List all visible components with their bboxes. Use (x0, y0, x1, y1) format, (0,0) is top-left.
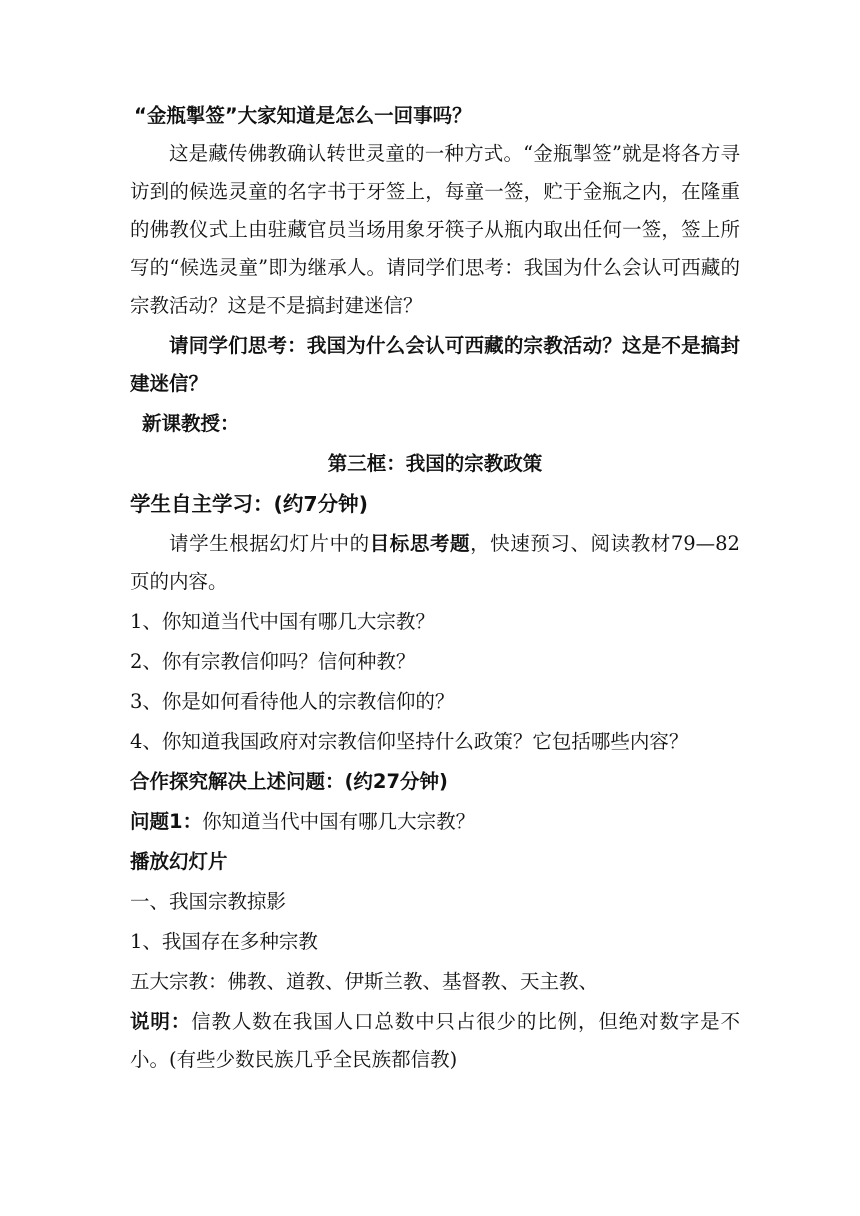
study-post-text: ，快速预习、阅读教材79—82页的内容。 (130, 532, 740, 593)
document-body (130, 97, 740, 1079)
note-paragraph (130, 1003, 740, 1079)
note-label: 说明： (130, 1010, 192, 1033)
question-item: 3、你是如何看待他人的宗教信仰的？ (130, 690, 455, 713)
self-study-heading: 学生自主学习：(约7分钟) (130, 492, 369, 516)
section-heading-1: 一、我国宗教掠影 (130, 890, 287, 913)
question-item: 1、你知道当代中国有哪几大宗教？ (130, 610, 435, 633)
problem-1-text: 你知道当代中国有哪几大宗教？ (202, 810, 476, 833)
coop-heading: 合作探究解决上述问题：(约27分钟) (130, 770, 448, 793)
five-religions: 五大宗教：佛教、道教、伊斯兰教、基督教、天主教、 (130, 970, 599, 993)
question-title: “金瓶掣签”大家知道是怎么一回事吗？ (134, 104, 472, 127)
note-text: 信教人数在我国人口总数中只占很少的比例，但绝对数字是不小。(有些少数民族几乎全民族都信教) (130, 1010, 740, 1071)
new-lesson-heading: 新课教授： (142, 412, 240, 435)
point-1: 1、我国存在多种宗教 (130, 930, 318, 953)
think-paragraph: 请同学们思考：我国为什么会认可西藏的宗教活动？这是不是搞封建迷信？ (130, 334, 740, 395)
study-bold-text: 目标思考题 (369, 532, 471, 555)
question-item: 2、你有宗教信仰吗？信何种教？ (130, 650, 416, 673)
problem-1-label: 问题1： (130, 810, 203, 833)
question-item: 4、你知道我国政府对宗教信仰坚持什么政策？它包括哪些内容？ (130, 730, 689, 753)
study-instructions (130, 525, 740, 601)
study-pre-text: 请学生根据幻灯片中的 (169, 532, 370, 555)
intro-paragraph: 这是藏传佛教确认转世灵童的一种方式。“金瓶掣签”就是将各方寻访到的候选灵童的名字书于牙签上，每童一签，贮于金瓶之内，在隆重的佛教仪式上由驻藏官员当场用象牙筷子从瓶内取出任何一签，签上所写的“候选灵童”即为继承人。请同学们思考：我国为什么会认可西藏的宗教活动？这是不是搞封建迷信？ (130, 142, 740, 317)
section-title: 第三框：我国的宗教政策 (327, 452, 543, 475)
play-slides-heading: 播放幻灯片 (130, 850, 228, 873)
problem-1 (130, 803, 740, 841)
